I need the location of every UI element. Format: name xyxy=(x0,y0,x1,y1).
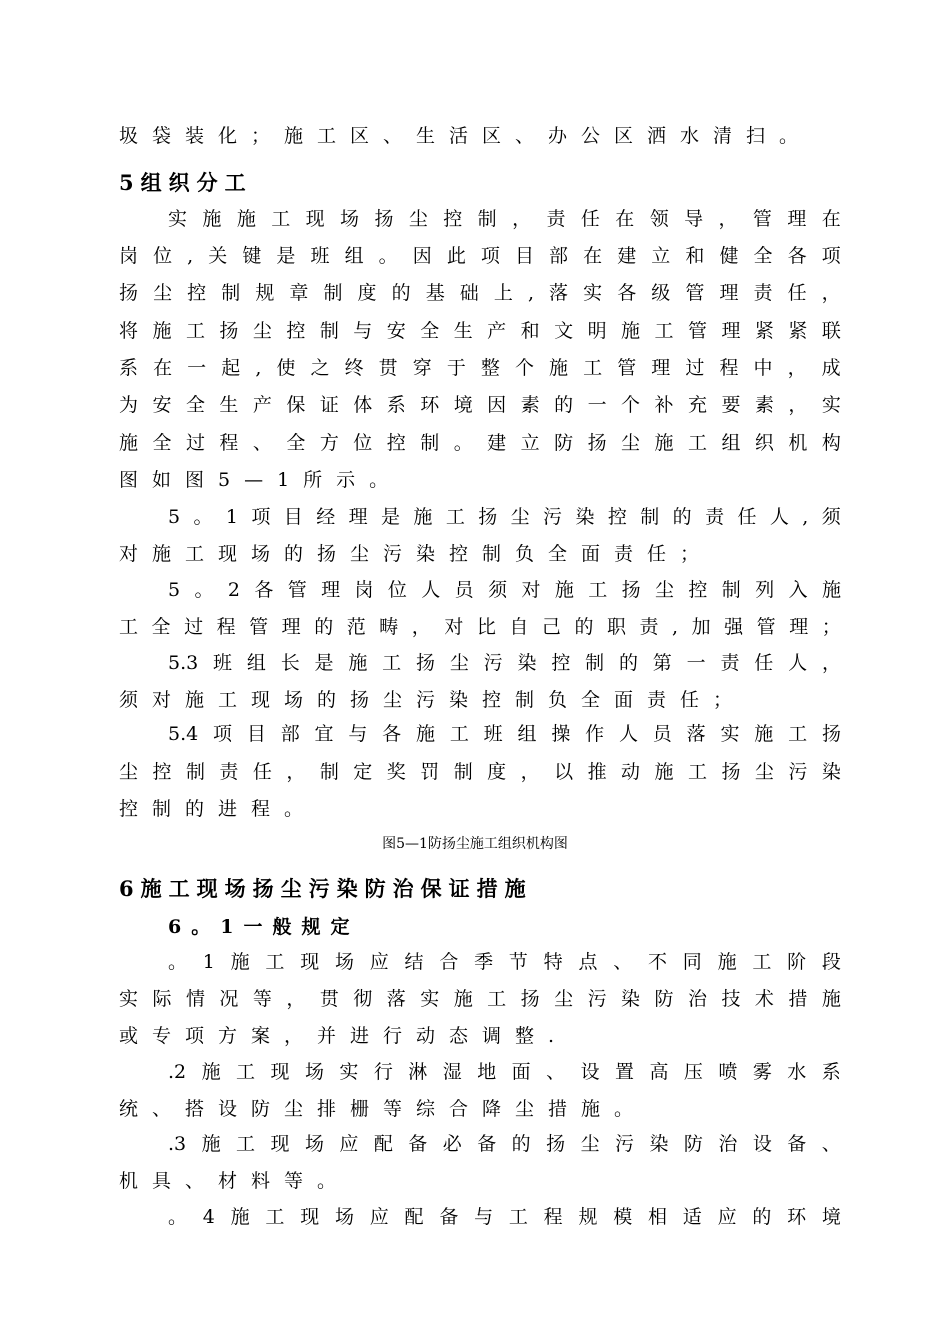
figure-caption: 图5—1防扬尘施工组织机构图 xyxy=(382,836,568,852)
body-line: .3 施 工 现 场 应 配 备 必 备 的 扬 尘 污 染 防 治 设 备 、 xyxy=(168,1133,841,1155)
subsection-heading-6-1: 6。1一般规定 xyxy=(168,916,360,938)
body-line: 为 安 全 生 产 保 证 体 系 环 境 因 素 的 一 个 补 充 要 素 ， 实 xyxy=(119,394,841,416)
body-line: 。 4 施 工 现 场 应 配 备 与 工 程 规 模 相 适 应 的 环 境 xyxy=(168,1206,841,1228)
body-line: 5.3 班 组 长 是 施 工 扬 尘 污 染 控 制 的 第 一 责 任 人 ， xyxy=(168,652,841,674)
section-heading-6: 6施工现场扬尘污染防治保证措施 xyxy=(119,876,533,901)
body-line: 工 全 过 程 管 理 的 范 畴 ， 对 比 自 己 的 职 责 , 加 强 管 理 ； xyxy=(119,616,841,638)
body-line: 实 际 情 况 等 ， 贯 彻 落 实 施 工 扬 尘 污 染 防 治 技 术 措 施 xyxy=(119,988,841,1010)
body-line: 控制的进程。 xyxy=(119,798,318,820)
body-line: 机具、材料等。 xyxy=(119,1170,351,1192)
body-line: 图如图5—1所示。 xyxy=(119,469,403,491)
body-line: 系 在 一 起 , 使 之 终 贯 穿 于 整 个 施 工 管 理 过 程 中 ， 成 xyxy=(119,357,841,379)
body-line: 5 。 1 项 目 经 理 是 施 工 扬 尘 污 染 控 制 的 责 任 人 , 须 xyxy=(168,506,841,528)
body-line: 5.4 项 目 部 宜 与 各 施 工 班 组 操 作 人 员 落 实 施 工 扬 xyxy=(168,723,841,745)
body-line: 实 施 施 工 现 场 扬 尘 控 制 ， 责 任 在 领 导 ， 管 理 在 xyxy=(168,208,841,230)
body-line: 5 。 2 各 管 理 岗 位 人 员 须 对 施 工 扬 尘 控 制 列 入 施 xyxy=(168,579,841,601)
body-line: 或专项方案，并进行动态调整. xyxy=(119,1025,569,1047)
body-line: 施 全 过 程 、 全 方 位 控 制 。 建 立 防 扬 尘 施 工 组 织 机 构 xyxy=(119,432,841,454)
body-line: 统、搭设防尘排栅等综合降尘措施。 xyxy=(119,1098,648,1120)
body-line: 扬 尘 控 制 规 章 制 度 的 基 础 上 , 落 实 各 级 管 理 责 任 ， xyxy=(119,282,841,304)
body-line: 将 施 工 扬 尘 控 制 与 安 全 生 产 和 文 明 施 工 管 理 紧 紧 联 xyxy=(119,320,841,342)
body-line: 圾袋装化；施工区、生活区、办公区洒水清扫。 xyxy=(119,125,813,147)
section-heading-5: 5组织分工 xyxy=(119,170,253,195)
body-line: 须对施工现场的扬尘污染控制负全面责任； xyxy=(119,689,747,711)
body-line: .2 施 工 现 场 实 行 淋 湿 地 面 、 设 置 高 压 喷 雾 水 系 xyxy=(168,1061,841,1083)
body-line: 尘 控 制 责 任 ， 制 定 奖 罚 制 度 ， 以 推 动 施 工 扬 尘 污 染 xyxy=(119,761,841,783)
body-line: 岗 位 , 关 键 是 班 组 。 因 此 项 目 部 在 建 立 和 健 全 各 项 xyxy=(119,245,841,267)
body-line: 。 1 施 工 现 场 应 结 合 季 节 特 点 、 不 同 施 工 阶 段 xyxy=(168,951,841,973)
body-line: 对施工现场的扬尘污染控制负全面责任； xyxy=(119,543,714,565)
